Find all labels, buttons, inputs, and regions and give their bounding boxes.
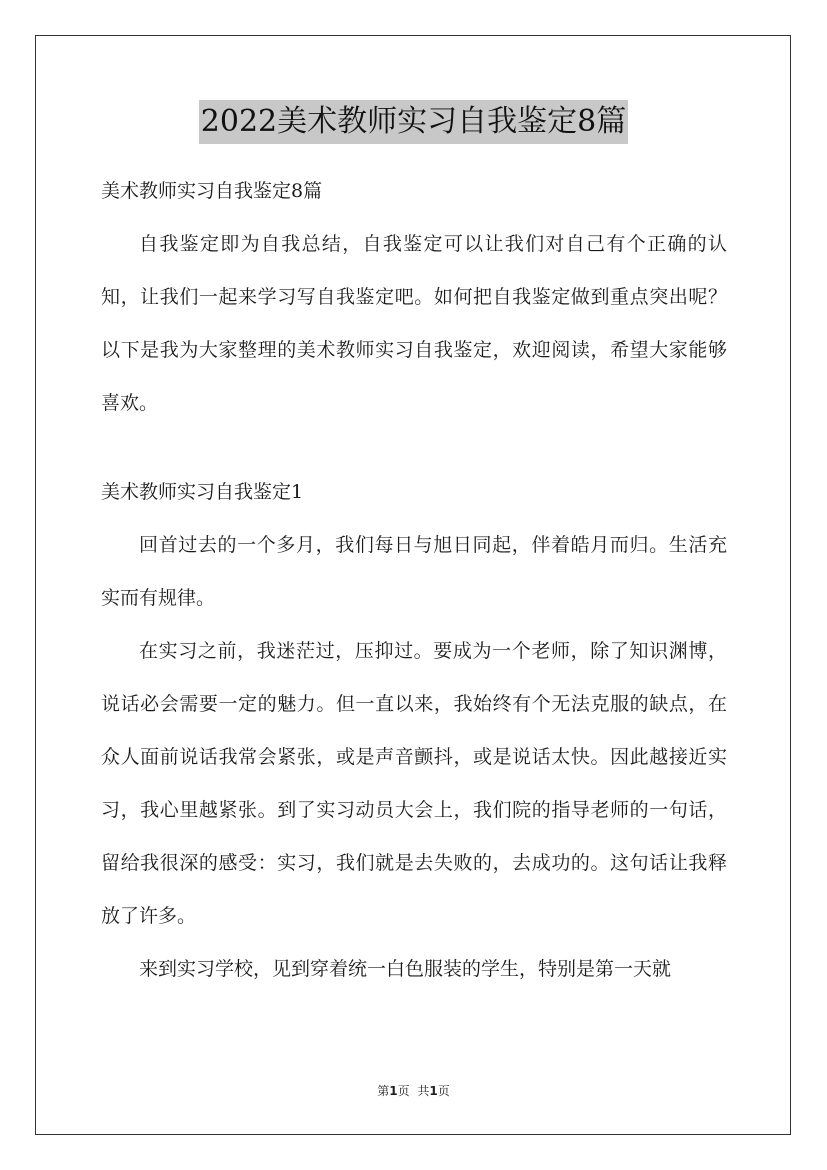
subtitle: 美术教师实习自我鉴定8篇 xyxy=(101,180,323,202)
document-body xyxy=(101,165,727,996)
section-gap xyxy=(101,430,727,466)
title-wrap xyxy=(0,100,827,144)
page-number: 1 xyxy=(389,1084,398,1098)
page-prefix: 第 xyxy=(377,1084,390,1098)
paragraph-2: 在实习之前，我迷茫过，压抑过。要成为一个老师，除了知识渊博，说话必会需要一定的魅力。但一直以来，我始终有个无法克服的缺点，在众人面前说话我常会紧张，或是声音颤抖，或是说话太快。因此越接近实习，我心里越紧张。到了实习动员大会上，我们院的指导老师的一句话，留给我很深的感受：实习，我们就是去失败的，去成功的。这句话让我释放了许多。 xyxy=(101,640,727,927)
total-prefix: 共 xyxy=(417,1084,430,1098)
total-pages: 1 xyxy=(429,1084,438,1098)
paragraph-3: 来到实习学校，见到穿着统一白色服装的学生，特别是第一天就 xyxy=(139,958,672,980)
total-suffix: 页 xyxy=(437,1084,450,1098)
section-heading: 美术教师实习自我鉴定1 xyxy=(101,481,304,503)
intro-paragraph: 自我鉴定即为自我总结，自我鉴定可以让我们对自己有个正确的认知，让我们一起来学习写自我鉴定吧。如何把自我鉴定做到重点突出呢？以下是我为大家整理的美术教师实习自我鉴定，欢迎阅读，希望大家能够喜欢。 xyxy=(101,233,727,414)
paragraph-1: 回首过去的一个多月，我们每日与旭日同起，伴着皓月而归。生活充实而有规律。 xyxy=(101,534,727,609)
document-title: 2022美术教师实习自我鉴定8篇 xyxy=(199,100,628,144)
page-footer xyxy=(0,1082,827,1099)
page-suffix: 页 xyxy=(397,1084,410,1098)
